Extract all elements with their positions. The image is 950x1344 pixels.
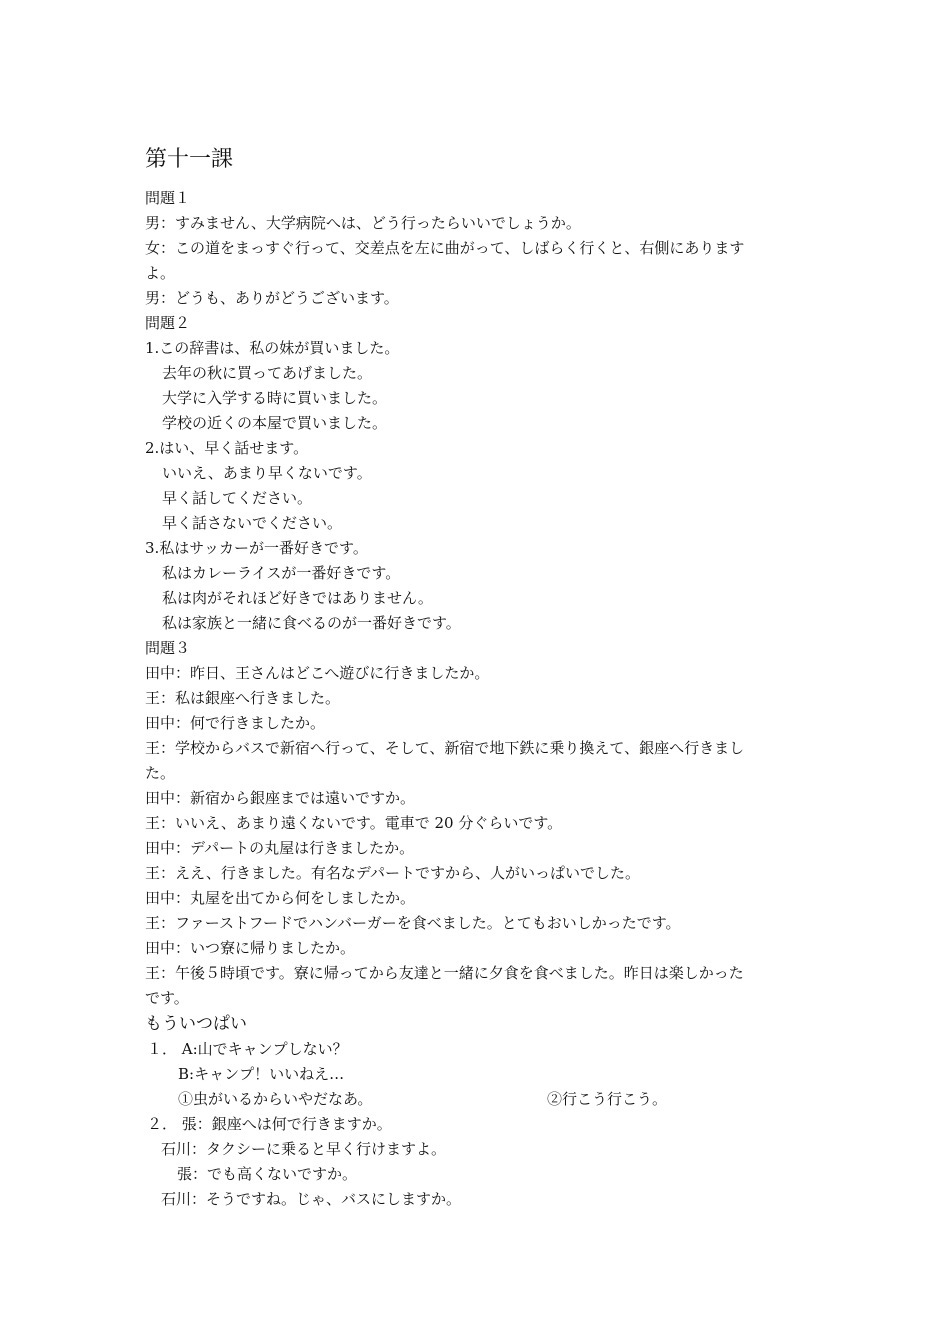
dialogue-line: 王：ファーストフードでハンバーガーを食べました。とてもおいしかったです。 [145, 914, 681, 932]
dialogue-line: です。 [145, 989, 189, 1007]
question-1 [145, 186, 810, 311]
item-choice: 早く話してください。 [162, 489, 313, 507]
item-head: 1.この辞書は、私の妹が買いました。 [145, 339, 400, 357]
item-choice: 学校の近くの本屋で買いました。 [162, 414, 388, 432]
dialogue-line: 田中：何で行きましたか。 [145, 714, 326, 732]
more-section [145, 1011, 810, 1212]
dialogue-line: 王：午後５時頃です。寮に帰ってから友達と一緒に夕食を食べました。昨日は楽しかった [145, 964, 744, 982]
dialogue-line: た。 [145, 764, 176, 782]
item-choice: 去年の秋に買ってあげました。 [162, 364, 373, 382]
option-1: ①虫がいるからいやだなあ。 [178, 1090, 373, 1108]
question-2 [145, 311, 810, 636]
example-1-options [145, 1087, 810, 1112]
example-1-b: B:キャンプ！いいねえ… [178, 1065, 345, 1083]
dialogue-line: 田中：昨日、王さんはどこへ遊びに行きましたか。 [145, 664, 490, 682]
item-choice: いいえ、あまり早くないです。 [162, 464, 372, 482]
dialogue-line: 男：どうも、ありがどうございます。 [145, 289, 399, 307]
lesson-title: 第十一課 [145, 147, 234, 172]
item-head: 3.私はサッカーが一番好きです。 [145, 539, 368, 557]
dialogue-line: 王：いいえ、あまり遠くないです。電車で 20 分ぐらいです。 [145, 814, 563, 832]
more-section-label: もういつぱい [145, 1014, 247, 1034]
example-2-line: 石川：そうですね。じゃ、バスにしますか。 [161, 1190, 462, 1208]
question-3-label: 問題３ [145, 639, 191, 657]
item-choice: 私はカレーライスが一番好きです。 [162, 564, 401, 582]
example-2-line: ２． 張：銀座へは何で行きますか。 [147, 1115, 392, 1133]
dialogue-line: 女：この道をまっすぐ行って、交差点を左に曲がって、しばらく行くと、右側にあります [145, 239, 745, 257]
item-choice: 大学に入学する時に買いました。 [162, 389, 388, 407]
example-2-line: 石川：タクシーに乗ると早く行けますよ。 [161, 1140, 447, 1158]
dialogue-line: 王：ええ、行きました。有名なデパートですから、人がいっぱいでした。 [145, 864, 641, 882]
item-choice: 早く話さないでください。 [162, 514, 343, 532]
question-1-label: 問題１ [145, 189, 191, 207]
example-2-line: 張：でも高くないですか。 [177, 1165, 358, 1183]
document-page [145, 146, 810, 1212]
dialogue-line: 田中：丸屋を出てから何をしましたか。 [145, 889, 416, 907]
dialogue-line: 王：私は銀座へ行きました。 [145, 689, 341, 707]
dialogue-line: 王：学校からバスで新宿へ行って、そして、新宿で地下鉄に乗り換えて、銀座へ行きまし [145, 739, 745, 757]
dialogue-line: 田中：いつ寮に帰りましたか。 [145, 939, 356, 957]
item-choice: 私は家族と一緒に食べるのが一番好きです。 [162, 614, 461, 632]
option-2: ②行こう行こう。 [547, 1090, 668, 1108]
question-2-label: 問題２ [145, 314, 191, 332]
dialogue-line: よ。 [145, 264, 176, 282]
item-choice: 私は肉がそれほど好きではありません。 [162, 589, 433, 607]
question-3 [145, 636, 810, 1011]
example-1-a: １． A:山でキャンプしない？ [147, 1040, 348, 1058]
dialogue-line: 田中：デパートの丸屋は行きましたか。 [145, 839, 415, 857]
dialogue-line: 田中：新宿から銀座までは遠いですか。 [145, 789, 416, 807]
dialogue-line: 男：すみません、大学病院へは、どう行ったらいいでしょうか。 [145, 214, 581, 232]
item-head: 2.はい、早く話せます。 [145, 439, 309, 457]
